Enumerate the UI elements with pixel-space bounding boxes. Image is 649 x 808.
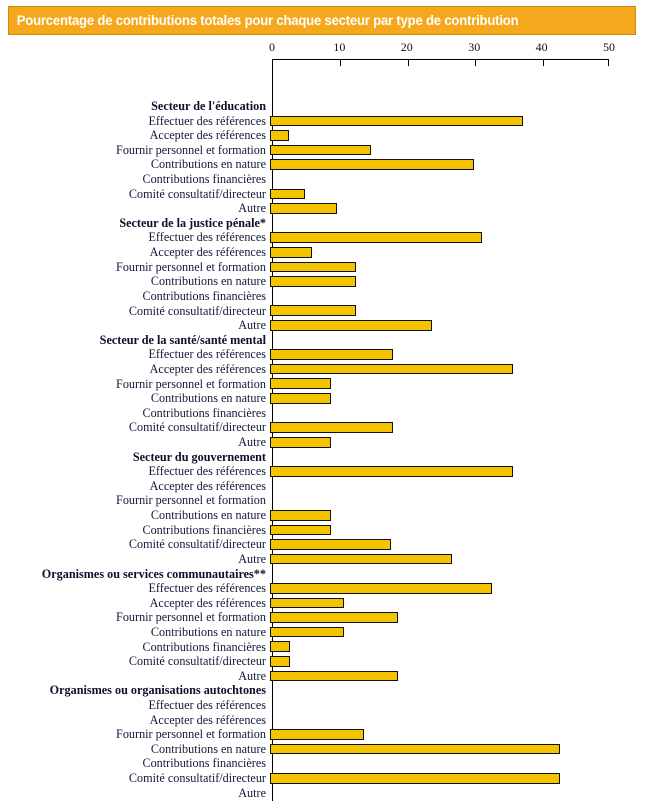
bar-secteur-de-la-justice-penale-comite-consultatif-directeur — [270, 305, 356, 316]
bar-track — [270, 128, 649, 143]
x-tick-label-40: 40 — [535, 40, 548, 54]
section-header-spacer — [270, 567, 649, 582]
bar-track — [270, 479, 649, 494]
x-tick-label-50: 50 — [603, 40, 615, 54]
bar-track — [270, 727, 649, 742]
section-header-label: Secteur de l'éducation — [151, 99, 266, 113]
section-header-secteur-de-l-education — [0, 99, 649, 114]
bar-row-label-effectuer-des-references: Effectuer des références — [148, 347, 266, 362]
bar-row — [0, 493, 649, 508]
bar-rows — [0, 99, 649, 800]
bar-secteur-du-gouvernement-contributions-en-nature — [270, 510, 331, 521]
bar-organismes-ou-services-communautaires-effectuer-des-references — [270, 583, 492, 594]
bar-row-label-comite-consultatif-directeur: Comité consultatif/directeur — [128, 186, 266, 201]
bar-track — [270, 260, 649, 275]
bar-track — [270, 698, 649, 713]
bar-row — [0, 230, 649, 245]
bar-row — [0, 420, 649, 435]
bar-track — [270, 742, 649, 757]
bar-row-label-fournir-personnel-et-formation: Fournir personnel et formation — [116, 142, 266, 157]
x-tick-label-20: 20 — [400, 40, 413, 54]
bar-row-label-comite-consultatif-directeur: Comité consultatif/directeur — [128, 654, 266, 669]
bar-row-label-accepter-des-references: Accepter des références — [149, 128, 266, 143]
section-header-label: Organismes ou services communautaires** — [41, 566, 266, 581]
bar-track — [270, 464, 649, 479]
x-axis-tick-30 — [475, 60, 476, 66]
bar-row — [0, 377, 649, 392]
bar-row-label-comite-consultatif-directeur: Comité consultatif/directeur — [128, 771, 266, 786]
bar-row — [0, 362, 649, 377]
section-header-organismes-ou-services-communautaires — [0, 567, 649, 582]
bar-secteur-de-l-education-effectuer-des-references — [270, 116, 523, 127]
bar-track — [270, 172, 649, 187]
bar-row — [0, 143, 649, 158]
bar-track — [270, 756, 649, 771]
chart-area — [0, 40, 649, 805]
bar-track — [270, 596, 649, 611]
bar-row-label-effectuer-des-references: Effectuer des références — [148, 581, 266, 596]
section-header-label: Organismes ou organisations autochtones — [49, 683, 266, 698]
bar-row-label-contributions-financieres: Contributions financières — [142, 288, 266, 303]
bar-row-label-accepter-des-references: Accepter des références — [149, 245, 266, 260]
bar-row — [0, 479, 649, 494]
section-header-spacer — [270, 99, 649, 114]
bar-row-label-contributions-en-nature: Contributions en nature — [150, 391, 266, 406]
bar-track — [270, 581, 649, 596]
bar-track — [270, 625, 649, 640]
bar-row — [0, 464, 649, 479]
bar-row-label-fournir-personnel-et-formation: Fournir personnel et formation — [116, 376, 266, 391]
bar-row-label-contributions-financieres: Contributions financières — [142, 172, 266, 187]
bar-track — [270, 537, 649, 552]
section-header-secteur-de-la-sante-sante-mental — [0, 333, 649, 348]
bar-track — [270, 143, 649, 158]
bar-track — [270, 230, 649, 245]
bar-row-label-effectuer-des-references: Effectuer des références — [148, 230, 266, 245]
bar-row — [0, 727, 649, 742]
bar-row — [0, 114, 649, 129]
bar-track — [270, 377, 649, 392]
bar-track — [270, 114, 649, 129]
bar-organismes-ou-services-communautaires-autre — [270, 671, 398, 682]
bar-row-label-fournir-personnel-et-formation: Fournir personnel et formation — [116, 493, 266, 508]
section-header-spacer — [270, 333, 649, 348]
bar-row-label-fournir-personnel-et-formation: Fournir personnel et formation — [116, 259, 266, 274]
bar-row-label-autre: Autre — [238, 318, 266, 333]
section-header-spacer — [270, 683, 649, 698]
bar-secteur-de-l-education-contributions-en-nature — [270, 159, 474, 170]
bar-secteur-de-l-education-accepter-des-references — [270, 130, 289, 141]
bar-track — [270, 713, 649, 728]
bar-row-label-accepter-des-references: Accepter des références — [149, 712, 266, 727]
bar-organismes-ou-services-communautaires-fournir-personnel-et-formation — [270, 612, 398, 623]
bar-secteur-de-la-justice-penale-fournir-personnel-et-formation — [270, 262, 356, 273]
bar-track — [270, 362, 649, 377]
bar-row — [0, 771, 649, 786]
bar-row-label-effectuer-des-references: Effectuer des références — [148, 697, 266, 712]
bar-organismes-ou-organisations-autochtones-contributions-en-nature — [270, 744, 560, 755]
bar-row-label-comite-consultatif-directeur: Comité consultatif/directeur — [128, 420, 266, 435]
bar-row — [0, 274, 649, 289]
bar-row — [0, 304, 649, 319]
bar-track — [270, 420, 649, 435]
bar-row-label-autre: Autre — [238, 785, 266, 800]
bar-track — [270, 508, 649, 523]
x-tick-label-30: 30 — [468, 40, 481, 54]
bar-secteur-de-l-education-comite-consultatif-directeur — [270, 189, 305, 200]
bar-row-label-fournir-personnel-et-formation: Fournir personnel et formation — [116, 727, 266, 742]
bar-track — [270, 786, 649, 801]
bar-row — [0, 625, 649, 640]
x-axis-tick-40 — [543, 60, 544, 66]
bar-track — [270, 274, 649, 289]
bar-track — [270, 157, 649, 172]
chart-title-banner — [8, 6, 636, 35]
bar-row-label-contributions-en-nature: Contributions en nature — [150, 624, 266, 639]
bar-track — [270, 654, 649, 669]
bar-row — [0, 157, 649, 172]
bar-organismes-ou-organisations-autochtones-fournir-personnel-et-formation — [270, 729, 364, 740]
bar-track — [270, 669, 649, 684]
bar-row-label-contributions-en-nature: Contributions en nature — [150, 274, 266, 289]
bar-row-label-fournir-personnel-et-formation: Fournir personnel et formation — [116, 610, 266, 625]
bar-row-label-contributions-financieres: Contributions financières — [142, 639, 266, 654]
bar-row-label-accepter-des-references: Accepter des références — [149, 595, 266, 610]
bar-row-label-comite-consultatif-directeur: Comité consultatif/directeur — [128, 537, 266, 552]
bar-track — [270, 493, 649, 508]
x-axis-tick-labels — [0, 40, 649, 56]
bar-secteur-de-la-sante-sante-mental-fournir-personnel-et-formation — [270, 378, 331, 389]
bar-row-label-comite-consultatif-directeur: Comité consultatif/directeur — [128, 303, 266, 318]
bar-row-label-autre: Autre — [238, 201, 266, 216]
bar-row-label-autre: Autre — [238, 551, 266, 566]
bar-row — [0, 756, 649, 771]
bar-secteur-du-gouvernement-autre — [270, 554, 452, 565]
bar-row-label-contributions-en-nature: Contributions en nature — [150, 508, 266, 523]
bar-secteur-de-l-education-fournir-personnel-et-formation — [270, 145, 371, 156]
bar-organismes-ou-services-communautaires-comite-consultatif-directeur — [270, 656, 290, 667]
section-header-organismes-ou-organisations-autochtones — [0, 683, 649, 698]
bar-row-label-contributions-financieres: Contributions financières — [142, 405, 266, 420]
bar-row-label-contributions-en-nature: Contributions en nature — [150, 741, 266, 756]
x-axis-tick-50 — [608, 60, 609, 66]
bar-track — [270, 552, 649, 567]
bar-secteur-de-la-justice-penale-effectuer-des-references — [270, 232, 482, 243]
bar-row — [0, 347, 649, 362]
bar-row-label-contributions-financieres: Contributions financières — [142, 756, 266, 771]
bar-track — [270, 523, 649, 538]
bar-secteur-de-la-sante-sante-mental-comite-consultatif-directeur — [270, 422, 393, 433]
bar-row — [0, 786, 649, 801]
bar-track — [270, 771, 649, 786]
bar-track — [270, 187, 649, 202]
bar-row — [0, 391, 649, 406]
bar-organismes-ou-services-communautaires-accepter-des-references — [270, 598, 344, 609]
bar-track — [270, 289, 649, 304]
section-header-secteur-de-la-justice-penale — [0, 216, 649, 231]
section-header-label: Secteur de la justice pénale* — [119, 215, 266, 230]
bar-secteur-de-l-education-autre — [270, 203, 337, 214]
bar-secteur-de-la-justice-penale-contributions-en-nature — [270, 276, 356, 287]
bar-secteur-de-la-sante-sante-mental-autre — [270, 437, 331, 448]
bar-track — [270, 304, 649, 319]
bar-row-label-autre: Autre — [238, 668, 266, 683]
bar-organismes-ou-services-communautaires-contributions-financieres — [270, 641, 290, 652]
bar-secteur-de-la-sante-sante-mental-effectuer-des-references — [270, 349, 393, 360]
bar-row — [0, 742, 649, 757]
bar-secteur-de-la-sante-sante-mental-accepter-des-references — [270, 364, 513, 375]
bar-secteur-du-gouvernement-effectuer-des-references — [270, 466, 513, 477]
bar-secteur-de-la-justice-penale-autre — [270, 320, 432, 331]
bar-track — [270, 640, 649, 655]
x-tick-label-0: 0 — [269, 40, 275, 54]
bar-track — [270, 318, 649, 333]
x-axis-tick-10 — [340, 60, 341, 66]
bar-row — [0, 128, 649, 143]
bar-row — [0, 669, 649, 684]
bar-row — [0, 581, 649, 596]
bar-track — [270, 391, 649, 406]
bar-row — [0, 596, 649, 611]
bar-secteur-du-gouvernement-contributions-financieres — [270, 525, 331, 536]
bar-row-label-autre: Autre — [238, 435, 266, 450]
bar-secteur-du-gouvernement-comite-consultatif-directeur — [270, 539, 391, 550]
bar-track — [270, 245, 649, 260]
bar-organismes-ou-services-communautaires-contributions-en-nature — [270, 627, 344, 638]
bar-track — [270, 347, 649, 362]
bar-row — [0, 318, 649, 333]
bar-row-label-effectuer-des-references: Effectuer des références — [148, 113, 266, 128]
bar-secteur-de-la-justice-penale-accepter-des-references — [270, 247, 312, 258]
section-header-spacer — [270, 216, 649, 231]
x-tick-label-10: 10 — [333, 40, 346, 54]
bar-row-label-accepter-des-references: Accepter des références — [149, 361, 266, 376]
bar-row-label-contributions-financieres: Contributions financières — [142, 522, 266, 537]
bar-row — [0, 201, 649, 216]
bar-row-label-accepter-des-references: Accepter des références — [149, 478, 266, 493]
bar-row — [0, 172, 649, 187]
bar-row — [0, 654, 649, 669]
bar-track — [270, 406, 649, 421]
section-header-label: Secteur de la santé/santé mental — [99, 332, 266, 347]
bar-row — [0, 435, 649, 450]
bar-row — [0, 289, 649, 304]
bar-row — [0, 537, 649, 552]
bar-secteur-de-la-sante-sante-mental-contributions-en-nature — [270, 393, 331, 404]
bar-row — [0, 610, 649, 625]
bar-row — [0, 406, 649, 421]
section-header-label: Secteur du gouvernement — [132, 449, 266, 464]
bar-row-label-contributions-en-nature: Contributions en nature — [150, 157, 266, 172]
bar-row-label-effectuer-des-references: Effectuer des références — [148, 464, 266, 479]
bar-track — [270, 201, 649, 216]
bar-row — [0, 698, 649, 713]
x-axis-tick-20 — [408, 60, 409, 66]
bar-row — [0, 640, 649, 655]
bar-row — [0, 508, 649, 523]
bar-row — [0, 245, 649, 260]
bar-row — [0, 552, 649, 567]
bar-row — [0, 187, 649, 202]
bar-organismes-ou-organisations-autochtones-comite-consultatif-directeur — [270, 773, 560, 784]
bar-row — [0, 260, 649, 275]
bar-row — [0, 523, 649, 538]
bar-row — [0, 713, 649, 728]
section-header-spacer — [270, 450, 649, 465]
bar-track — [270, 435, 649, 450]
bar-track — [270, 610, 649, 625]
chart-title: Pourcentage de contributions totales pour chaque secteur par type de contribution — [16, 13, 519, 28]
section-header-secteur-du-gouvernement — [0, 450, 649, 465]
